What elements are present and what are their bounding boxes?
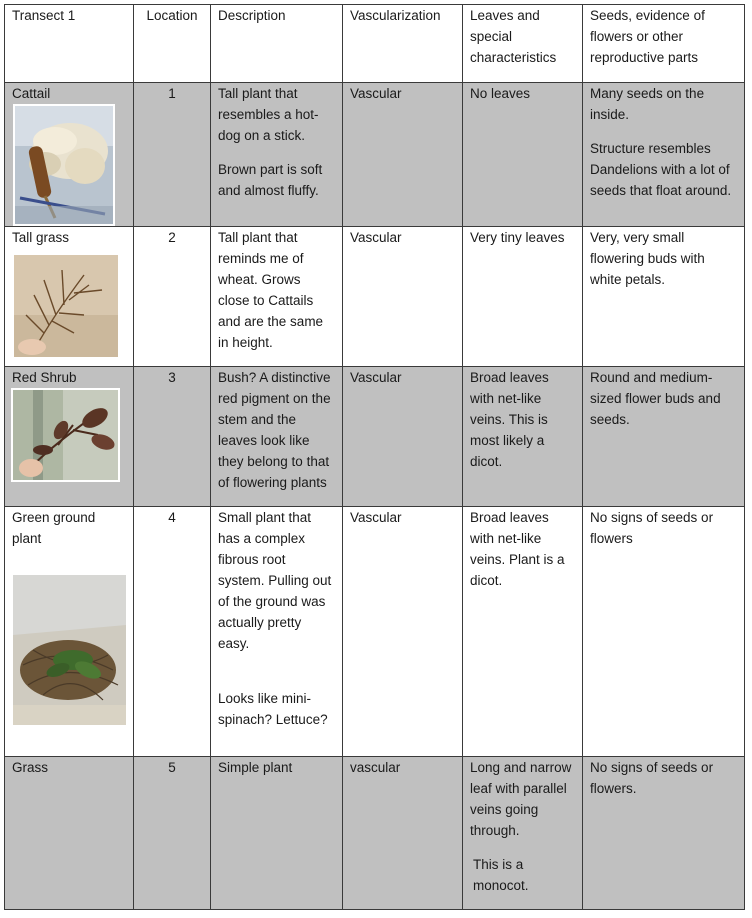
vascularization-cell: Vascular [343,83,463,227]
plant-name: Grass [12,760,49,775]
table-row [5,227,745,367]
leaves-cell: Long and narrow leaf with parallel veins going through. This is a monocot. [463,757,583,910]
leaves-cell: No leaves [463,83,583,227]
leaves-cell: Broad leaves with net-like veins. Plant is a dicot. [463,507,583,757]
seeds-cell: No signs of seeds or flowers [583,507,745,757]
table-row [5,757,745,910]
description-cell: Simple plant [211,757,343,910]
table-row [5,507,745,757]
plant-name-cell [5,507,134,757]
header-vascularization: Vascularization [343,5,463,83]
plant-name-cell [5,367,134,507]
plant-name-cell [5,227,134,367]
location-cell: 5 [134,757,211,910]
plant-name: Green ground plant [12,510,96,546]
leaves-cell: Broad leaves with net-like veins. This is most likely a dicot. [463,367,583,507]
description-cell: Bush? A distinctive red pigment on the stem and the leaves look like they belong to that of flowering plants [211,367,343,507]
plant-name-cell [5,757,134,910]
plant-name: Red Shrub [12,370,77,385]
header-description: Description [211,5,343,83]
leaves-cell: Very tiny leaves [463,227,583,367]
seeds-cell: Round and medium-sized flower buds and seeds. [583,367,745,507]
description-cell: Tall plant that reminds me of wheat. Grows close to Cattails and are the same in height. [211,227,343,367]
location-cell: 2 [134,227,211,367]
green-ground-plant-photo [13,575,126,725]
seeds-cell: Many seeds on the inside. Structure resembles Dandelions with a lot of seeds that float around. [583,83,745,227]
description-cell: Tall plant that resembles a hot-dog on a stick. Brown part is soft and almost fluffy. [211,83,343,227]
header-location: Location [134,5,211,83]
cattail-photo [13,104,115,226]
vascularization-cell: Vascular [343,227,463,367]
header-leaves: Leaves and special characteristics [463,5,583,83]
plant-name-cell [5,83,134,227]
seeds-cell: No signs of seeds or flowers. [583,757,745,910]
transect-table [4,4,745,910]
header-transect: Transect 1 [5,5,134,83]
location-cell: 1 [134,83,211,227]
vascularization-cell: vascular [343,757,463,910]
description-cell: Small plant that has a complex fibrous root system. Pulling out of the ground was actually pretty easy. Looks like mini-spinach? Lettuce? [211,507,343,757]
seeds-cell: Very, very small flowering buds with white petals. [583,227,745,367]
header-row [5,5,745,83]
vascularization-cell: Vascular [343,507,463,757]
vascularization-cell: Vascular [343,367,463,507]
table-row [5,83,745,227]
plant-name: Tall grass [12,230,70,245]
red-shrub-photo [11,388,120,482]
plant-name: Cattail [12,86,51,101]
header-seeds: Seeds, evidence of flowers or other reproductive parts [583,5,745,83]
location-cell: 3 [134,367,211,507]
location-cell: 4 [134,507,211,757]
table-row [5,367,745,507]
tall-grass-photo [14,255,118,357]
